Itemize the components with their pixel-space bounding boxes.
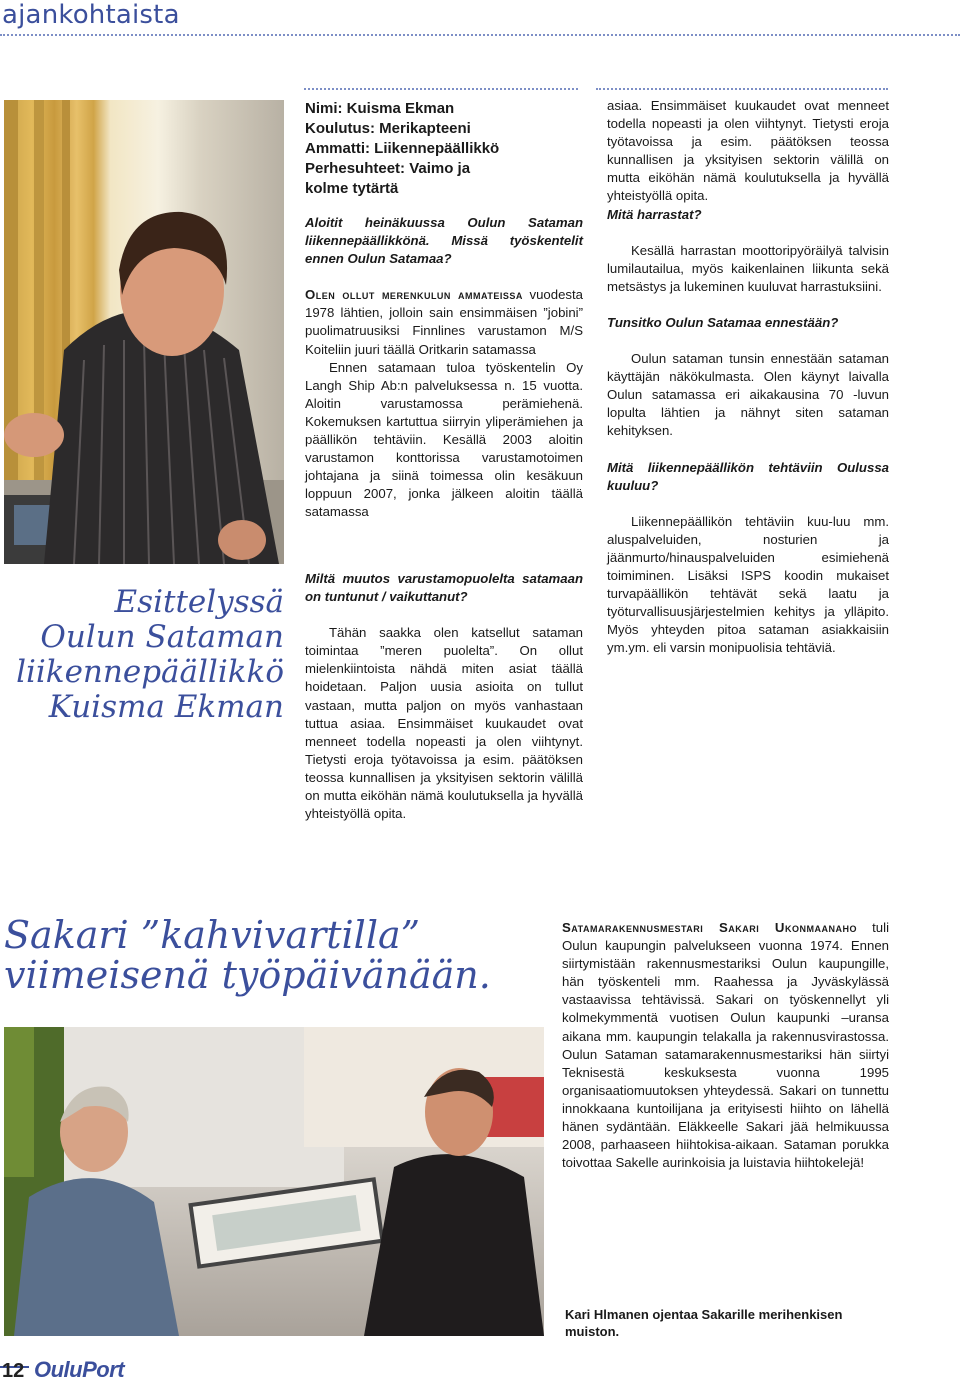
question: Mitä liikennepäällikön tehtäviin Oulussa kuuluu? bbox=[607, 459, 889, 493]
answer-paragraph: Ennen satamaan tuloa työskentelin Oy Langh Ship Ab:n palveluksessa n. 15 vuotta. Aloitin varustamossa perämiehenä. Kokemuksen kartuttua siirryin yliperämiehen ja päällikön tehtäviin. Kesällä 2003 aloitin varustamon konttorissa varustamotoimen johtajana ja siinä toimessa olin kesäkuun loppuun 2007, jonka jälkeen aloitin täällä satamassa bbox=[305, 359, 583, 520]
interview-column-2b bbox=[305, 570, 583, 822]
sakari-paragraph bbox=[562, 919, 889, 1172]
sakari-article bbox=[562, 919, 889, 1172]
answer bbox=[305, 286, 583, 358]
ouluport-logo: OuluPort bbox=[34, 1357, 125, 1382]
sakari-title bbox=[4, 915, 544, 995]
column-rule bbox=[304, 88, 578, 90]
answer: Tähän saakka olen katsellut sataman toimintaa ”meren puolelta”. On ollut mielenkiintoista nähdä miten asiat täällä hoidetaan. Paljon uusia asioita on tullut vastaan, mutta paljon on myös vanhastaan tuttua asiaa. Ensimmäiset kuukaudet ovat menneet todella nopeasti ja olen viihtynyt. Tietysti eroja työtavoissa ja esim. päätöksen teossa kunnallisen ja yksityisen sektorin välillä on mutta eiköhän nämä koulutuksella ja hyvällä yhteistyöllä opita. bbox=[305, 625, 583, 822]
answer-lead: Olen ollut merenkulun ammateissa bbox=[305, 287, 523, 303]
feature-title-line: Esittelyssä bbox=[114, 584, 284, 620]
portrait-photo bbox=[4, 100, 284, 564]
answer: Liikennepäällikön tehtäviin kuu-luu mm. aluspalveluiden, nosturien ja jäänmurto/hinauspalveluiden esimiehenä toimiminen. Lisäksi ISPS koodin mukaiset turvapäällikön tehtävät sekä laatu ja työturvallisuusjärjestelmien kehitys ja ylläpito. Myös yhteyden pitoa sataman asiakkaisiin ym.ym. eli varsin monipuolisia tehtäviä. bbox=[607, 513, 889, 656]
feature-title-line: liikennepäällikkö bbox=[16, 654, 284, 690]
interview-column-2a bbox=[305, 214, 583, 522]
question: Miltä muutos varustamopuolelta satamaan on tuntunut / vaikuttanut? bbox=[305, 571, 583, 605]
question: Tunsitko Oulun Satamaa ennestään? bbox=[607, 314, 839, 330]
question: Mitä harrastat? bbox=[607, 206, 702, 222]
answer-text: vuodesta 1978 lähtien, jolloin sain ensimmäisen ”jobini” puolimatruusiksi Finnlines varustamon M/S Koiteliin juuri täällä Oritkarin satamassa bbox=[305, 287, 583, 357]
interview-column-3 bbox=[607, 97, 889, 657]
sakari-body: tuli Oulun kaupungin palvelukseen vuonna 1974. Ennen siirtymistään rakennusmestariksi Oulun kaupungille, hän työskenteli mm. Raahessa ja Jyväskylässä vastaavissa tehtävissä. Sakari on työskennellyt yli kolmekymmentä vuotisen Oulun kaupunki –uransa aikana mm. kaupungin telakalla ja rakennusvirastossa. Oulun Sataman satamarakennusmestariksi hän siirtyi Teknisestä keskuksesta vuonna 1995 organisaatiomuutoksen yhteydessä. Sakari on tunnettu innokkaana kuntoilijana ja erityisesti hiihto on lähellä hänen sydäntään. Eläkkeelle Sakari jää helmikuussa 2008, parhaaseen hiihtokisa-aikaan. Sataman porukka toivottaa Sakelle aurinkoisia ja luistavia hiihtokelejä! bbox=[562, 920, 889, 1171]
feature-title-line: Oulun Sataman bbox=[40, 619, 284, 655]
answer: Kesällä harrastan moottoripyöräilyä talvisin lumilautailua, myös kaikenlainen liikunta sekä metsästys ja lukeminen kuuluvat harrastuksiini. bbox=[607, 242, 889, 294]
fact-line: Perhesuhteet: Vaimo ja bbox=[305, 160, 471, 177]
photo-caption: Kari Hlmanen ojentaa Sakarille merihenkisen muiston. bbox=[565, 1307, 843, 1339]
section-header: ajankohtaista bbox=[2, 0, 180, 30]
sakari-photo bbox=[4, 1027, 544, 1336]
answer: Oulun sataman tunsin ennestään sataman käyttäjän näkökulmasta. Olen käynyt laivalla Oulun satamassa eri aikakausina 70 -luvun lopulta lähtien ja nähnyt siten sataman kehityksen. bbox=[607, 351, 889, 439]
feature-title-line: Kuisma Ekman bbox=[48, 689, 284, 725]
fact-line: Ammatti: Liikennepäällikkö bbox=[305, 140, 500, 157]
sakari-title-line: Sakari ”kahvivartilla” bbox=[4, 913, 421, 957]
fact-line: Koulutus: Merikapteeni bbox=[305, 120, 471, 137]
fact-line: Nimi: Kuisma Ekman bbox=[305, 100, 455, 117]
page-number: 12 bbox=[2, 1360, 25, 1382]
header-rule bbox=[0, 34, 960, 36]
question: Aloitit heinäkuussa Oulun Sataman liikennepäällikkönä. Missä työskentelit ennen Oulun Satamaa? bbox=[305, 215, 583, 267]
sakari-lead: Satamarakennusmestari Sakari Ukonmaanaho bbox=[562, 920, 857, 935]
column-rule bbox=[596, 88, 888, 90]
feature-title bbox=[4, 585, 284, 725]
answer-continued: asiaa. Ensimmäiset kuukaudet ovat menneet todella nopeasti ja olen viihtynyt. Tietysti eroja työtavoissa ja esim. päätöksen teossa kunnallisen ja yksityisen sektorin välillä on mutta eiköhän nämä koulutuksella ja hyvällä yhteistyöllä opita. bbox=[607, 98, 889, 204]
sakari-title-line: viimeisenä työpäivänään. bbox=[4, 953, 491, 997]
fact-box bbox=[305, 99, 531, 199]
fact-line: kolme tytärtä bbox=[305, 180, 399, 197]
